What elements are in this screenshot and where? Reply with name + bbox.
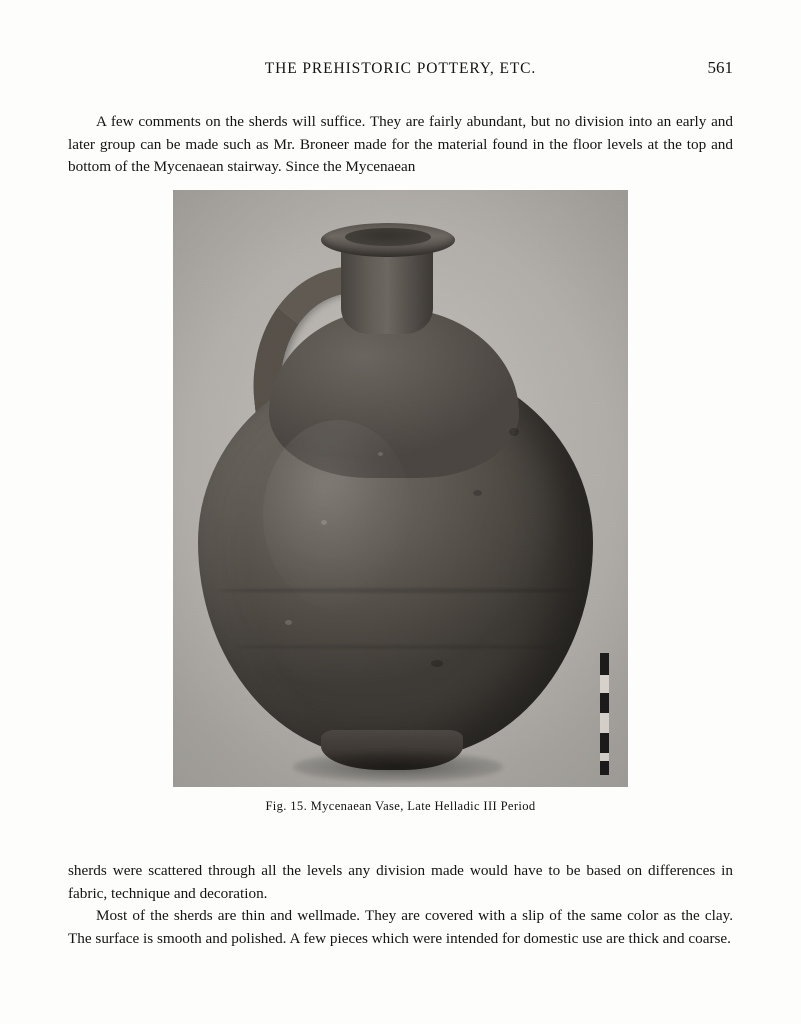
paragraph-bottom-2: Most of the sherds are thin and wellmade. They are covered with a slip of the same color as the clay. The surface is smooth and polished. A few pieces which were intended for domestic use are thick and coarse. [68,907,733,947]
paragraph-top: A few comments on the sherds will suffice. They are fairly abundant, but no division into an early and later group can be made such as Mr. Broneer made for the material found in the floor levels at the top and bottom of the Mycenaean stairway. Since the Mycenaean [68,113,733,175]
paragraph-bottom-1: sherds were scattered through all the levels any division made would have to be based on differences in fabric, technique and decoration. [68,862,733,902]
figure-caption: Fig. 15. Mycenaean Vase, Late Helladic III Period [265,799,536,813]
page-header [68,60,733,82]
running-title: THE PREHISTORIC POTTERY, ETC. [264,60,537,77]
figure-15 [0,190,801,814]
photographic-plate [173,190,628,787]
plate-vignette [173,190,628,787]
page-number: 561 [707,58,733,77]
figure-image [173,190,628,787]
